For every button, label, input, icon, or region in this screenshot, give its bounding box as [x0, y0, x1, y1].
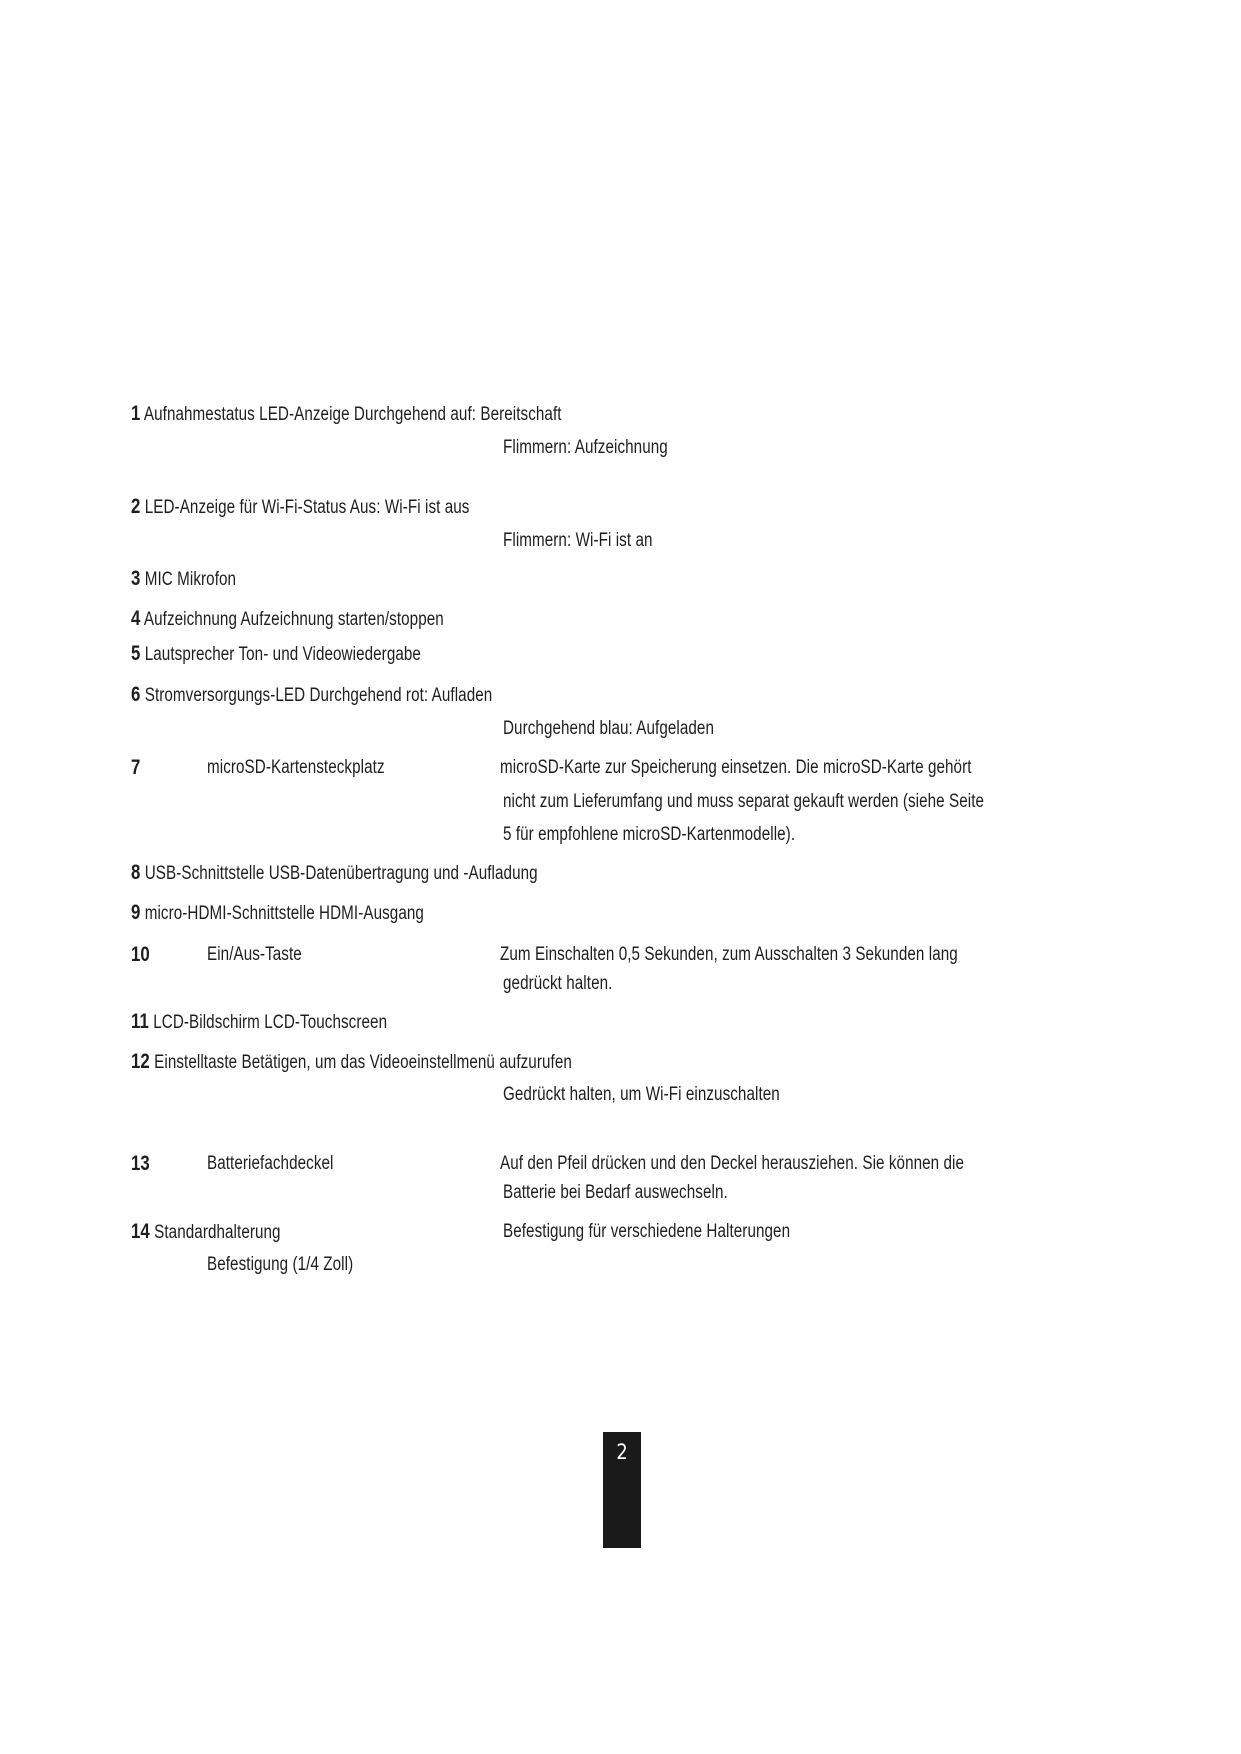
item-number: 14: [131, 1220, 150, 1243]
item-label: Aufzeichnung: [143, 609, 237, 630]
item-2-line: [131, 495, 469, 520]
item-description: Ton- und Videowiedergabe: [238, 644, 421, 665]
item-description: Durchgehend blau: Aufgeladen: [503, 718, 714, 739]
item-label: Batteriefachdeckel: [207, 1153, 334, 1174]
item-label: Stromversorgungs-LED: [144, 685, 306, 706]
item-label: Befestigung (1/4 Zoll): [207, 1254, 354, 1275]
item-number: 13: [131, 1152, 150, 1175]
item-number: 12: [131, 1050, 150, 1073]
item-description: Flimmern: Wi-Fi ist an: [503, 530, 653, 551]
item-description: Aufzeichnung starten/stoppen: [240, 609, 444, 630]
item-9-line: [131, 901, 424, 926]
item-1-line: [131, 402, 562, 427]
item-label: MIC: [144, 569, 173, 590]
item-number: 5: [131, 642, 141, 665]
item-description: USB-Datenübertragung und -Aufladung: [268, 863, 538, 884]
item-description: Auf den Pfeil drücken und den Deckel herausziehen. Sie können die: [500, 1153, 965, 1174]
item-description: Mikrofon: [177, 569, 237, 590]
item-description: Durchgehend auf: Bereitschaft: [353, 404, 562, 425]
item-description: microSD-Karte zur Speicherung einsetzen. Die microSD-Karte gehört: [500, 757, 972, 778]
item-description: Betätigen, um das Videoeinstellmenü aufzurufen: [241, 1052, 572, 1073]
item-description: Flimmern: Aufzeichnung: [503, 437, 668, 458]
item-number: 1: [131, 402, 141, 425]
item-label: micro-HDMI-Schnittstelle: [144, 903, 315, 924]
item-number: 9: [131, 901, 141, 924]
item-label: Standardhalterung: [154, 1222, 281, 1243]
item-number: 2: [131, 495, 141, 518]
item-number: 6: [131, 683, 141, 706]
item-3-line: [131, 567, 236, 592]
item-description: Durchgehend rot: Aufladen: [309, 685, 493, 706]
item-label: Aufnahmestatus LED-Anzeige: [143, 404, 350, 425]
item-label: Ein/Aus-Taste: [207, 944, 302, 965]
item-number: 3: [131, 567, 141, 590]
item-description: Befestigung für verschiedene Halterungen: [503, 1221, 791, 1242]
item-12-line: [131, 1050, 572, 1075]
item-number: 11: [131, 1010, 149, 1033]
item-14-line: [131, 1220, 281, 1245]
item-8-line: [131, 861, 538, 886]
item-label: Lautsprecher: [144, 644, 235, 665]
item-number: 10: [131, 943, 150, 966]
item-description: LCD-Touchscreen: [264, 1012, 388, 1033]
page-number: 2: [616, 1440, 628, 1464]
item-label: Einstelltaste: [154, 1052, 238, 1073]
item-description: 5 für empfohlene microSD-Kartenmodelle).: [503, 824, 796, 845]
item-description: Batterie bei Bedarf auswechseln.: [503, 1182, 728, 1203]
item-number: 8: [131, 861, 141, 884]
item-description: Gedrückt halten, um Wi-Fi einzuschalten: [503, 1084, 780, 1105]
item-label: microSD-Kartensteckplatz: [207, 757, 385, 778]
item-11-line: [131, 1010, 387, 1035]
item-6-line: [131, 683, 492, 708]
item-number: 4: [131, 607, 141, 630]
item-description: Aus: Wi-Fi ist aus: [349, 497, 470, 518]
item-label: USB-Schnittstelle: [144, 863, 265, 884]
item-description: HDMI-Ausgang: [319, 903, 424, 924]
item-label: LCD-Bildschirm: [153, 1012, 260, 1033]
item-label: LED-Anzeige für Wi-Fi-Status: [144, 497, 347, 518]
page-number-tab: [603, 1432, 641, 1548]
item-4-line: [131, 607, 444, 632]
item-description: nicht zum Lieferumfang und muss separat gekauft werden (siehe Seite: [503, 791, 985, 812]
item-description: gedrückt halten.: [503, 973, 613, 994]
item-5-line: [131, 642, 421, 667]
item-description: Zum Einschalten 0,5 Sekunden, zum Ausschalten 3 Sekunden lang: [500, 944, 958, 965]
item-number: 7: [131, 756, 141, 779]
